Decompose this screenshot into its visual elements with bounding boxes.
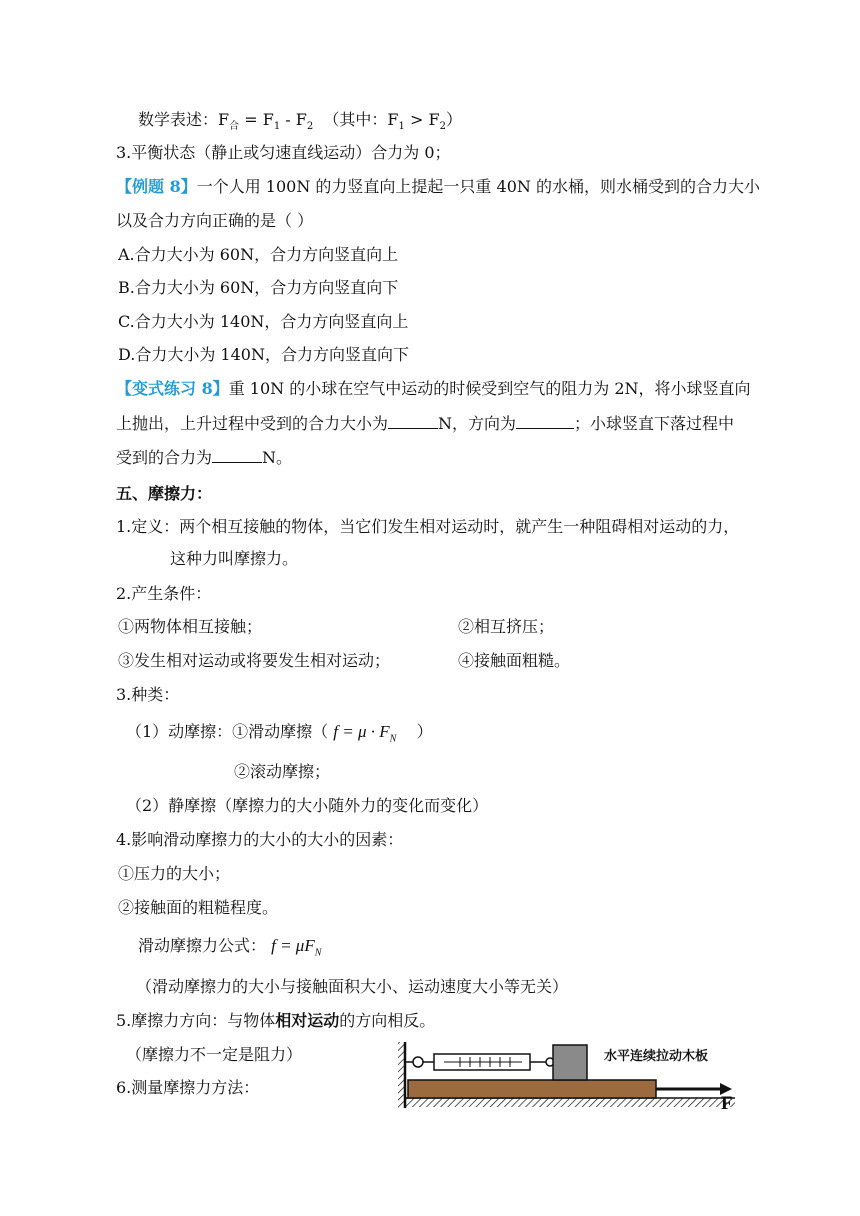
condition-3: ③发生相对运动或将要发生相对运动； <box>118 651 391 670</box>
ground-hatch <box>405 1098 735 1107</box>
kinetic-formula: $f = \mu \cdot F_N$ <box>333 722 397 745</box>
types-title: 3.种类： <box>116 685 180 704</box>
math-label: 数学表述： <box>138 110 219 129</box>
condition-1: ①两物体相互接触； <box>118 617 263 636</box>
variant-8-line-2 <box>116 412 734 435</box>
kinetic-close: ） <box>416 722 433 741</box>
wooden-block <box>553 1045 587 1080</box>
factors-title: 4.影响滑动摩擦力的大小的大小的因素： <box>116 830 404 849</box>
option-c: C.合力大小为 140N，合力方向竖直向上 <box>118 312 409 331</box>
option-b: B.合力大小为 60N，合力方向竖直向下 <box>118 278 399 297</box>
example-8-stem-2: 以及合力方向正确的是（ ） <box>116 211 314 230</box>
direction-bold: 相对运动 <box>275 1011 340 1030</box>
friction-formula: $f = \mu F_N$ <box>271 936 322 959</box>
variant-8-text-2b: N，方向为 <box>438 414 517 433</box>
direction-line <box>116 1010 435 1032</box>
variant-8-text-2a: 上抛出，上升过程中受到的合力大小为 <box>116 414 389 433</box>
variant-8-text-3b: N。 <box>262 448 293 467</box>
variant-8-text-3a: 受到的合力为 <box>116 448 213 467</box>
definition-line-2: 这种力叫摩擦力。 <box>170 549 299 568</box>
direction-text-2: 的方向相反。 <box>339 1011 436 1030</box>
force-label: F <box>721 1093 733 1112</box>
condition-2: ②相互挤压； <box>458 617 555 636</box>
option-a: A.合力大小为 60N，合力方向竖直向上 <box>118 245 399 264</box>
section-heading-friction: 五、摩擦力： <box>116 484 213 503</box>
factor-2: ②接触面的粗糙程度。 <box>118 898 279 917</box>
option-d: D.合力大小为 140N，合力方向竖直向下 <box>118 345 409 364</box>
wooden-board <box>408 1080 656 1098</box>
direction-note: （摩擦力不一定是阻力） <box>126 1045 303 1064</box>
math-condition: （其中：$F_1 > F_2$） <box>323 110 462 133</box>
answer-blank-1[interactable] <box>388 412 438 429</box>
measure-title: 6.测量摩擦力方法： <box>116 1078 260 1097</box>
friction-measurement-figure <box>398 1036 746 1112</box>
friction-formula-line <box>138 935 321 964</box>
example-8-tag: 【例题 8】 <box>116 177 197 196</box>
variant-8-text-1: 重 10N 的小球在空气中运动的时候受到空气的阻力为 2N，将小球竖直向 <box>228 379 751 398</box>
equilibrium-item: 3.平衡状态（静止或匀速直线运动）合力为 0； <box>116 143 451 162</box>
math-expression-line: 数学表述：$F_合 = F_1 - F_2$ （其中：$F_1 > F_2$） <box>138 110 462 133</box>
direction-text-1: 5.摩擦力方向：与物体 <box>116 1011 276 1030</box>
kinetic-label: （1）动摩擦：①滑动摩擦（ <box>126 722 329 741</box>
definition-line-1: 1.定义：两个相互接触的物体，当它们发生相对运动时，就产生一种阻碍相对运动的力， <box>116 517 740 536</box>
example-8-stem <box>116 176 760 198</box>
variant-8-tag: 【变式练习 8】 <box>116 379 229 398</box>
kinetic-friction-line <box>126 721 433 750</box>
conditions-title: 2.产生条件： <box>116 584 212 603</box>
figure-caption: 水平连续拉动木板 <box>604 1049 709 1064</box>
friction-note: （滑动摩擦力的大小与接触面积大小、运动速度大小等无关） <box>136 977 569 996</box>
answer-blank-2[interactable] <box>516 412 574 429</box>
variant-8-line-3 <box>116 446 292 469</box>
variant-8-text-2c: ；小球竖直下落过程中 <box>574 414 735 433</box>
condition-4: ④接触面粗糙。 <box>458 651 571 670</box>
static-friction: （2）静摩擦（摩擦力的大小随外力的变化而变化） <box>126 796 489 815</box>
answer-blank-3[interactable] <box>212 446 262 463</box>
example-8-stem-1: 一个人用 100N 的力竖直向上提起一只重 40N 的水桶，则水桶受到的合力大小 <box>196 177 760 196</box>
factor-1: ①压力的大小； <box>118 864 231 883</box>
variant-8-line-1 <box>116 378 751 400</box>
rolling-friction: ②滚动摩擦； <box>234 762 331 781</box>
formula-label: 滑动摩擦力公式： <box>138 936 267 955</box>
